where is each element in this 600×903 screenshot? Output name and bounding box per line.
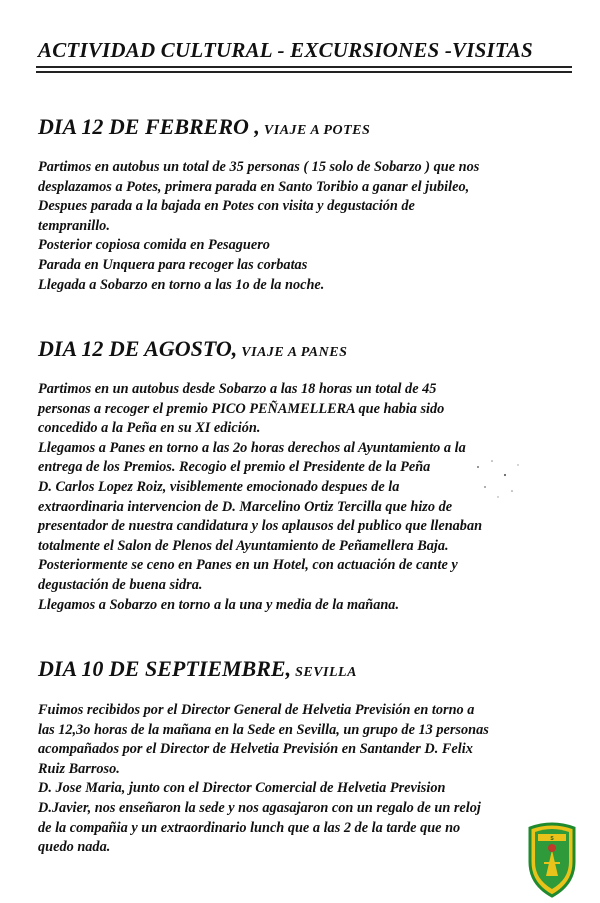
section-destination: VIAJE A POTES bbox=[263, 123, 371, 138]
body-line: quedo nada. bbox=[38, 839, 111, 856]
section-date: DIA 12 DE AGOSTO, bbox=[38, 336, 238, 361]
body-line: Parada en Unquera para recoger las corbatas bbox=[38, 256, 308, 273]
body-line: acompañados por el Director de Helvetia Previsión en Santander D. Felix bbox=[38, 741, 473, 758]
body-line: degustación de buena sidra. bbox=[38, 576, 203, 593]
body-line: las 12,3o horas de la mañana en la Sede en Sevilla, un grupo de 13 personas bbox=[38, 721, 489, 738]
body-line: Despues parada a la bajada en Potes con visita y degustación de bbox=[38, 198, 415, 215]
body-line: tempranillo. bbox=[38, 217, 110, 234]
body-line: Llegamos a Sobarzo en torno a la una y media de la mañana. bbox=[38, 596, 400, 613]
body-line: entrega de los Premios. Recogio el premio el Presidente de la Peña bbox=[38, 459, 431, 476]
club-shield-emblem-icon bbox=[526, 818, 578, 898]
section-body-potes bbox=[38, 158, 578, 295]
body-line: Ruiz Barroso. bbox=[38, 760, 120, 777]
body-line: totalmente el Salon de Plenos del Ayuntamiento de Peñamellera Baja. bbox=[38, 537, 449, 554]
document-title: ACTIVIDAD CULTURAL - EXCURSIONES -VISITAS bbox=[38, 38, 533, 62]
section-heading-sevilla bbox=[38, 656, 578, 682]
body-line: D.Javier, nos enseñaron la sede y nos agasajaron con un regalo de un reloj bbox=[38, 799, 481, 816]
body-line: Posteriormente se ceno en Panes en un Hotel, con actuación de cante y bbox=[38, 557, 458, 574]
body-line: D. Carlos Lopez Roiz, visiblemente emocionado despues de la bbox=[38, 478, 400, 495]
section-heading-potes bbox=[38, 114, 578, 140]
body-line: Partimos en autobus un total de 35 personas ( 15 solo de Sobarzo ) que nos bbox=[38, 159, 480, 175]
body-line: extraordinaria intervencion de D. Marcelino Ortiz Tercilla que hizo de bbox=[38, 498, 453, 515]
body-line: presentador de nuestra candidatura y los aplausos del publico que llenaban bbox=[38, 518, 483, 535]
body-line: Fuimos recibidos por el Director General de Helvetia Previsión en torno a bbox=[38, 702, 475, 718]
body-line: Llegamos a Panes en torno a las 2o horas derechos al Ayuntamiento a la bbox=[38, 439, 466, 456]
scan-specks bbox=[470, 455, 530, 505]
title-double-rule bbox=[36, 66, 572, 76]
body-line: Partimos en un autobus desde Sobarzo a las 18 horas un total de 45 bbox=[38, 381, 437, 397]
body-line: desplazamos a Potes, primera parada en Santo Toribio a ganar el jubileo, bbox=[38, 178, 470, 195]
section-destination: SEVILLA bbox=[295, 665, 357, 680]
body-line: personas a recoger el premio PICO PEÑAMELLERA que habia sido bbox=[38, 400, 445, 417]
section-destination: VIAJE A PANES bbox=[241, 345, 348, 360]
svg-text:S: S bbox=[550, 836, 554, 842]
body-line: Posterior copiosa comida en Pesaguero bbox=[38, 237, 270, 254]
body-line: de la compañia y un extraordinario lunch que a las 2 de la tarde que no bbox=[38, 819, 461, 836]
section-heading-panes bbox=[38, 336, 578, 362]
section-date: DIA 10 DE SEPTIEMBRE, bbox=[38, 656, 292, 681]
body-line: concedido a la Peña en su XI edición. bbox=[38, 420, 261, 437]
section-body-sevilla bbox=[38, 701, 578, 858]
body-line: Llegada a Sobarzo en torno a las 1o de la noche. bbox=[38, 276, 325, 293]
body-line: D. Jose Maria, junto con el Director Comercial de Helvetia Prevision bbox=[38, 780, 446, 797]
section-date: DIA 12 DE FEBRERO , bbox=[38, 114, 260, 139]
